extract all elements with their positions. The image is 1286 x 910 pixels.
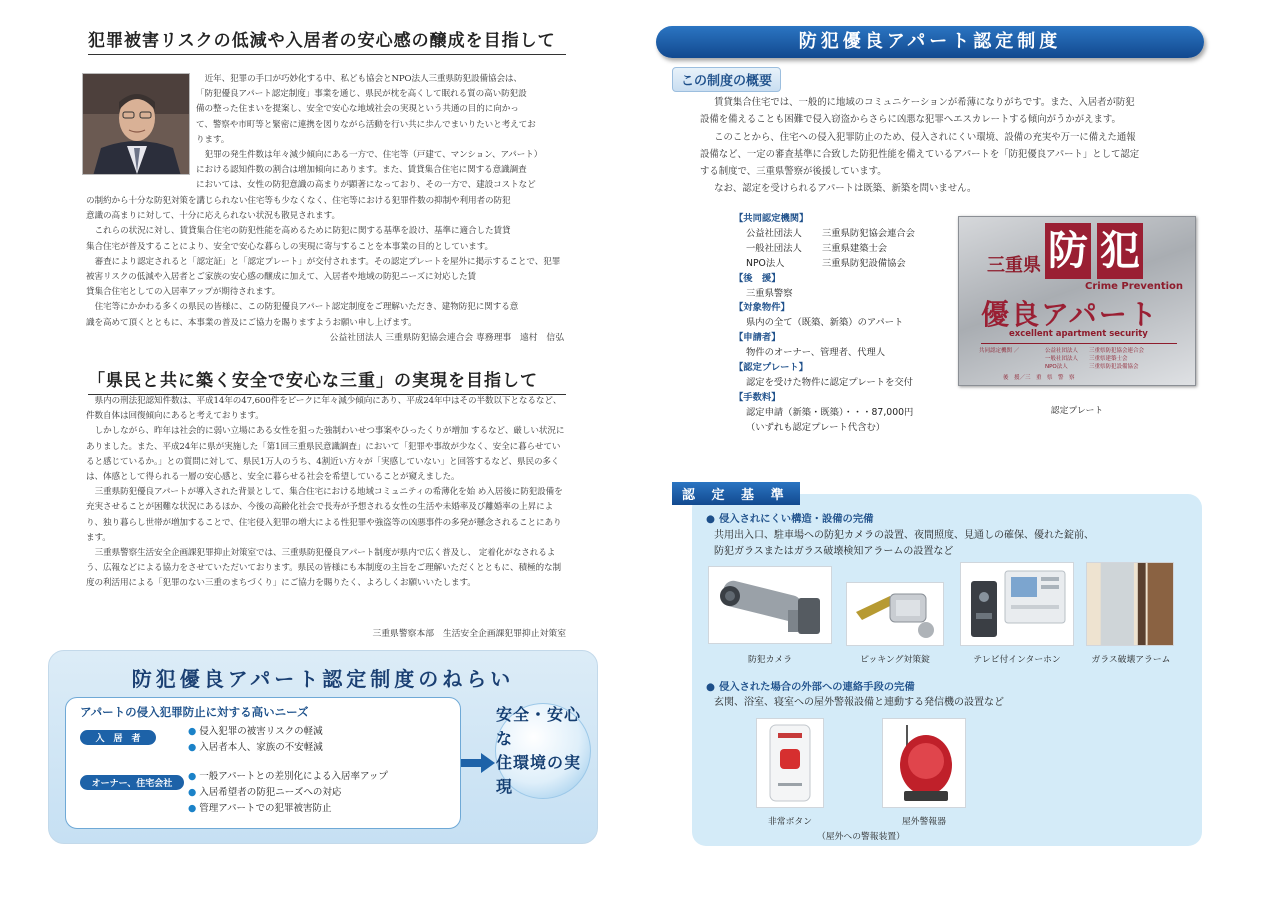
outdoor-alarm-icon — [886, 721, 962, 805]
plate-kanji-han: 犯 — [1097, 223, 1143, 279]
info-org-name-2: 三重県防犯設備協会 — [822, 257, 906, 269]
overview-line-4: する制度で、三重県警察が後援しています。 — [700, 166, 887, 178]
certification-plate — [958, 216, 1196, 386]
s1-full-5: 貸集合住宅としての入居率アップが期待されます。 — [86, 287, 281, 298]
info-row-0-1 — [734, 242, 954, 257]
s1-line-7: においては、女性の防犯意識の高まりが顕著になっており、その一方で、建設コストなど — [196, 180, 536, 191]
criteria-tab: 認 定 基 準 — [672, 482, 800, 505]
group-resident-label-wrap — [80, 726, 156, 745]
caption-glass: ガラス破壊アラーム — [1091, 655, 1171, 665]
overview-line-3: 設備など、一定の審査基準に合致した防犯性能を備えているアパートを「防犯優良アパート」として認定 — [700, 148, 1140, 160]
info-key-5: 【手数料】 — [734, 391, 781, 403]
group-resident-label: 入 居 者 — [80, 730, 156, 745]
director-photo — [82, 73, 190, 175]
overview-line-1: 設備を備えることも困難で侵入窃盗からさらに凶悪な犯罪へエスカレートする傾向がうかがえます。 — [700, 114, 1121, 126]
emergency-button-icon — [760, 721, 820, 805]
s1-full-0: の制約から十分な防犯対策を講じられない住宅等も少なくなく、住宅等における犯罪件数の抑制や利用者の防犯 — [86, 196, 511, 206]
caption-lock: ピッキング対策錠 — [860, 655, 930, 665]
s1-line-1: 「防犯優良アパート認定制度」事業を通じ、県民が枕を高くして眠れる質の高い防犯設 — [196, 89, 527, 100]
overview-tab: この制度の概要 — [672, 67, 781, 92]
overview-line-2: このことから、住宅への侵入犯罪防止のため、侵入されにくい環境、設備の充実や万一に備えた通報 — [714, 131, 1136, 143]
s1-full-3: 集合住宅が普及することにより、安全で安心な暮らしの実現に寄与することを本事業の目的としています。 — [86, 241, 494, 252]
plate-en2: excellent apartment security — [1009, 329, 1148, 339]
pic-outdoor-alarm — [882, 718, 966, 808]
plate-en1: Crime Prevention — [1085, 281, 1184, 292]
info-org-name-0: 三重県防犯協会連合会 — [822, 227, 915, 239]
info-key-2: 【対象物件】 — [734, 302, 790, 314]
group-owner-label-wrap — [80, 771, 184, 790]
section2-heading: 「県民と共に築く安全で安心な三重」の実現を目指して — [88, 366, 566, 395]
overview-line-5: なお、認定を受けられるアパートは既築、新築を問いません。 — [714, 183, 977, 195]
owner-item-2: ● 管理アパートでの犯罪被害防止 — [188, 801, 388, 817]
pic-camera — [708, 566, 832, 644]
aim-box — [48, 650, 598, 844]
main-banner: 防犯優良アパート認定制度 — [656, 26, 1204, 58]
criteria-text-1a: 共用出入口、駐車場への防犯カメラの設置、夜間照度、見通しの確保、優れた錠前、 — [714, 530, 1094, 541]
info-row-3-0: 物件のオーナー、管理者、代理人 — [746, 347, 886, 359]
resident-item-1: ● 入居者本人、家族の不安軽減 — [188, 740, 323, 756]
group-owner-label: オーナー、住宅会社 — [80, 775, 184, 790]
s1-full-7: 識を高めて頂くとともに、本事業の普及にご協力を賜りますようお願い申し上げます。 — [86, 317, 417, 328]
info-key-1: 【後 援】 — [734, 272, 781, 284]
plate-small-row-0: 公益社団法人 三重県防犯協会連合会 — [1045, 348, 1145, 354]
result-circle — [495, 703, 591, 799]
plate-divider — [981, 343, 1177, 344]
info-org-name-1: 三重県建築士会 — [822, 242, 888, 254]
plate-caption: 認定プレート — [1050, 406, 1104, 416]
caption-emergency-button: 非常ボタン — [768, 817, 812, 827]
section2-text — [86, 394, 566, 592]
info-list — [734, 212, 954, 436]
key-lock-icon — [850, 586, 940, 642]
s2-para-1: しかしながら、昨年は社会的に弱い立場にある女性を狙った強制わいせつ事案やひったくりが増加 するなど、厳しい状況にありました。また、平成24年に県が実施した「第1回三重県民意識調査」において「犯罪や事故が少なく、安全に暮らせていると感じているか。」との質問に対して、県民1万人のうち、4割近い方々が「実感していない」と回答するなど、県民の多くは、体感として得られる一層の安心感と、安全に暮らせる社会を希望していることが窺えました。 — [86, 426, 565, 483]
criteria-text-2: 玄関、浴室、寝室への屋外警報設備と連動する発信機の設置など — [714, 697, 1004, 708]
info-org-type-1: 一般社団法人 — [746, 242, 802, 254]
info-row-1-0: 三重県警察 — [746, 287, 793, 299]
info-row-4-0: 認定を受けた物件に認定プレートを交付 — [746, 376, 913, 388]
info-row-5-0: 認定申請（新築・既築）・・・87,000円 — [746, 406, 914, 418]
criteria-heading-2: ● 侵入された場合の外部への連絡手段の完備 — [706, 678, 915, 693]
arrow-right-icon — [461, 753, 495, 773]
info-row-0-2 — [734, 257, 954, 272]
s1-full-2: これらの状況に対し、賃貸集合住宅の防犯性能を高めるために防犯に関する基準を設け、基準に適合した賃貸 — [94, 226, 511, 237]
aim-title: 防犯優良アパート認定制度のねらい — [131, 667, 515, 691]
caption-intercom: テレビ付インターホン — [973, 655, 1061, 665]
plate-small-rows — [1045, 347, 1144, 371]
result-line-1: 安全・安心な — [496, 705, 582, 748]
criteria-text-1 — [714, 528, 1194, 560]
s1-line-5: 犯罪の発生件数は年々減少傾向にある一方で、住宅等（戸建て、マンション、アパート） — [204, 150, 543, 161]
s2-para-0: 県内の刑法犯認知件数は、平成14年の47,600件をピークに年々減少傾向にあり、平成24年中はその半数以下となるなど、件数自体は回復傾向にあると考えております。 — [86, 396, 562, 422]
pic-emergency-button — [756, 718, 824, 808]
group-resident-items — [188, 724, 323, 756]
group-owner-items — [188, 769, 388, 817]
plate-small-row-1: 一般社団法人 三重県建築士会 — [1045, 356, 1128, 362]
plate-prefecture: 三重県 — [987, 255, 1041, 276]
s1-line-0: 近年、犯罪の手口が巧妙化する中、私ども協会とNPO法人三重県防犯設備協会は、 — [204, 74, 522, 84]
criteria-heading-1: ● 侵入されにくい構造・設備の完備 — [706, 510, 873, 525]
security-camera-icon — [712, 570, 828, 640]
caption-camera: 防犯カメラ — [748, 655, 792, 665]
pic-intercom — [960, 562, 1074, 646]
info-org-type-0: 公益社団法人 — [746, 227, 802, 239]
s1-line-3: て、警察や市町等と緊密に連携を図りながら活動を行い共に歩んでまいりたいと考えてお — [196, 119, 536, 130]
result-line-2: 住環境の実現 — [496, 753, 582, 796]
pic-glass — [1086, 562, 1174, 646]
info-key-4: 【認定プレート】 — [734, 362, 809, 374]
section1-text-top — [196, 72, 566, 194]
caption-alarm-note: （屋外への警報装置） — [817, 832, 905, 842]
plate-mid: 優良アパート — [981, 298, 1159, 331]
overview-line-0: 賃貸集合住宅では、一般的に地域のコミュニケーションが希薄になりがちです。また、入居者が防犯 — [714, 97, 1135, 108]
needs-box — [65, 697, 461, 829]
s1-full-6: 住宅等にかかわる多くの県民の皆様に、この防犯優良アパート認定制度をご理解いただき、建物防犯に関する意 — [94, 302, 519, 313]
plate-support: 後 援／三 重 県 警 察 — [1003, 375, 1075, 381]
section1-text-bottom — [86, 194, 566, 331]
s1-line-2: 備の整った住まいを提案し、安全で安心な地域社会の実現という共通の目的に向かっ — [196, 104, 519, 115]
overview-text — [700, 94, 1200, 198]
info-row-5-1: （いずれも認定プレート代含む） — [746, 421, 886, 433]
s1-full-1: 意識の高まりに対して、十分に応えられない状況も散見されます。 — [86, 211, 340, 222]
s1-full-4: 審査により認定されると「認定証」と「認定プレート」が交付されます。その認定プレートを屋外に掲示することで、犯罪被害リスクの低減や入居者とご家族の安心感の醸成に加えて、入居者や地域の防犯ニーズに対応した賃 — [86, 256, 561, 283]
s2-para-2: 三重県防犯優良アパートが導入された背景として、集合住宅における地域コミュニティの希薄化を始 め入居後に防犯設備を充実させることが困難な状況にあるほか、今後の高齢化社会で長寿が予想される女性の生活や未婚率及び離婚率の上昇により、独り暮らし世帯が増加することで、住宅侵入犯罪の増大による性犯罪や強盗等の凶悪事件の多発が懸念されることにあります。 — [86, 487, 563, 543]
plate-kanji-bou: 防 — [1045, 223, 1091, 279]
section1-signature: 公益社団法人 三重県防犯協会連合会 専務理事 遠村 信弘 — [329, 333, 564, 343]
section2-signature: 三重県警察本部 生活安全企画課犯罪抑止対策室 — [372, 629, 566, 639]
info-row-0-0 — [734, 227, 954, 242]
s2-para-3: 三重県警察生活安全企画課犯罪抑止対策室では、三重県防犯優良アパート制度が県内で広く普及し、 定着化がなされるよう、広報などによる協力をさせていただいております。県民の皆様にも本制度の主旨をご理解いただくとともに、積極的な制度の利活用による「犯罪のない三重のまちづくり」にご協力を賜りたく、よろしくお願いいたします。 — [86, 548, 561, 589]
s1-line-6: における認知件数の割合は増加傾向にあります。また、賃貸集合住宅に関する意識調査 — [196, 165, 527, 176]
criteria-text-1b: 防犯ガラスまたはガラス破壊検知アラームの設置など — [714, 546, 954, 557]
owner-item-0: ● 一般アパートとの差別化による入居率アップ — [188, 769, 388, 785]
plate-small-row-2: NPO法人 三重県防犯設備協会 — [1045, 364, 1139, 370]
s1-line-4: ります。 — [196, 134, 230, 145]
section1-heading: 犯罪被害リスクの低減や入居者の安心感の醸成を目指して — [88, 26, 566, 55]
owner-item-1: ● 入居希望者の防犯ニーズへの対応 — [188, 785, 388, 801]
resident-item-0: ● 侵入犯罪の被害リスクの軽減 — [188, 724, 323, 740]
info-org-type-2: NPO法人 — [746, 257, 785, 269]
info-key-0: 【共同認定機関】 — [734, 213, 809, 224]
intercom-icon — [963, 565, 1071, 643]
pic-lock — [846, 582, 944, 646]
glass-alarm-icon — [1087, 562, 1173, 646]
info-key-3: 【申請者】 — [734, 332, 781, 344]
plate-small-left: 共同認定機関 ／ — [979, 348, 1020, 354]
info-row-2-0: 県内の全て（既築、新築）のアパート — [746, 317, 904, 329]
needs-title: アパートの侵入犯罪防止に対する高いニーズ — [80, 705, 309, 719]
caption-outdoor-alarm: 屋外警報器 — [902, 817, 946, 827]
portrait-image — [83, 74, 190, 175]
